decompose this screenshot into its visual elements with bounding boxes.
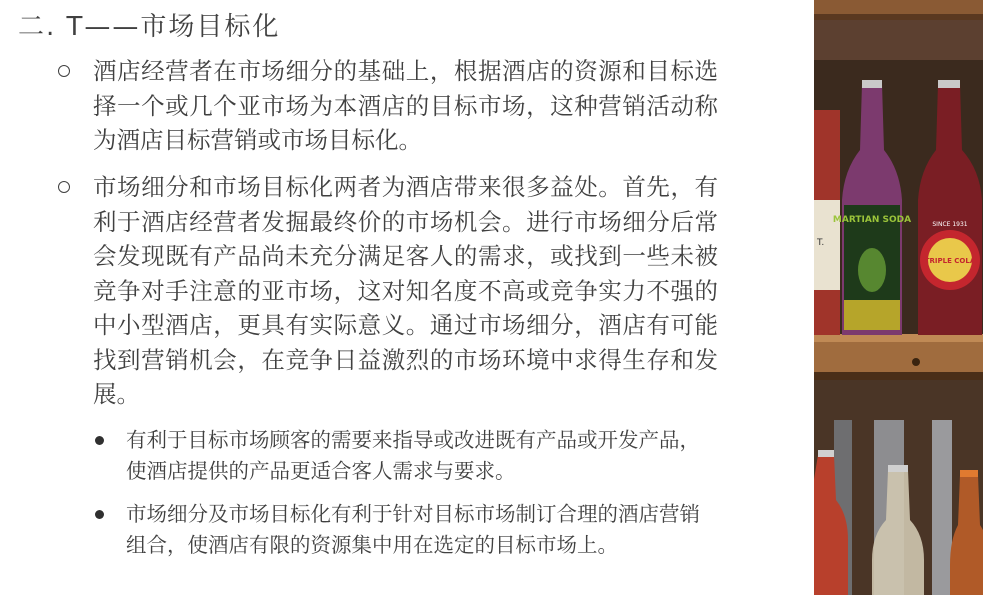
bullet-1-marker	[58, 65, 70, 77]
bullet-2-text: 市场细分和市场目标化两者为酒店带来很多益处。首先，有利于酒店经营者发掘最终价的市场机会。进行市场细分后常会发现既有产品尚未充分满足客人的需求，或找到一些未被竞争对手注意的亚市场，这对知名度不高或竞争实力不强的中小型酒店，更具有实际意义。通过市场细分，酒店有可能找到营销机会，在竞争日益激烈的市场环境中求得生存和发展。	[93, 173, 718, 408]
soda-bottles-photo	[814, 0, 983, 595]
subbullet-2-text: 市场细分及市场目标化有利于针对目标市场制订合理的酒店营销组合，使酒店有限的资源集中用在选定的目标市场上。	[126, 502, 700, 557]
since-label: SINCE 1931	[932, 221, 968, 228]
svg-text:T.: T.	[817, 238, 825, 248]
subbullet-1-marker	[95, 436, 104, 445]
subbullet-1-text: 有利于目标市场顾客的需要来指导或改进既有产品或开发产品，使酒店提供的产品更适合客人需求与要求。	[126, 428, 700, 483]
subbullet-2-marker	[95, 510, 104, 519]
slide-title: 二. T——市场目标化	[18, 12, 281, 42]
martian-soda-label: MARTIAN SODA	[832, 215, 912, 225]
bullet-1-text: 酒店经营者在市场细分的基础上，根据酒店的资源和目标选择一个或几个亚市场为本酒店的目标市场，这种营销活动称为酒店目标营销或市场目标化。	[93, 57, 718, 154]
triple-cola-label: TRIPLE COLA	[924, 257, 976, 265]
bullet-2-marker	[58, 181, 70, 193]
